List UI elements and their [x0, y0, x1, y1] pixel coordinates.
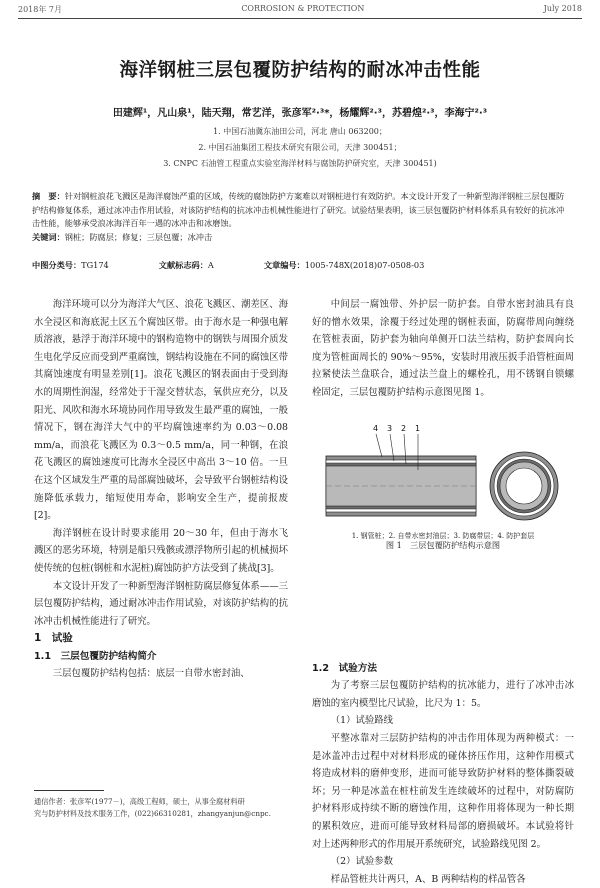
- structure-paragraph-cont: 中间层一腐蚀带、外护层一防护套。自带水密封油具有良好的憎水效果，涂覆于经过处理的钢桩表面，防腐带周向缠绕在管桩表面，防护套为轴向单侧开口法兰结构，防护套周向长度为管桩面周长的 90%～95%，安装时用液压扳手沿管桩面周拉紧使法兰盘联合，通过法兰盘上的螺栓孔，用不锈钢自锁螺栓固定，三层包覆防护结构示意图见图 1。: [312, 299, 574, 398]
- route-paragraph: 平整冰靠对三层防护结构的冲击作用体现为两种模式：一是冰盖冲击过程中对材料形成的碰体挤压作用，这种作用模式将造成材料的磨伸变形，进而可能导致防护材料的整体撕裂破坏；另一种是冰盖在桩柱前发生连续破坏的过程中，对防腐防护材料形成持续不断的磨蚀作用，这种作用将体现为一种长期的累积效应，进而可能导致材料局部的磨损破坏。本试验将针对上述两种形式的作用展开系统研究，试验路线见图 2。: [312, 732, 574, 850]
- header-date: 2018年 7月: [18, 5, 62, 14]
- header-date-en: July 2018: [543, 4, 582, 13]
- affiliation-3: 3. CNPC 石油管工程重点实验室海洋材料与腐蚀防护研究室，天津 300451): [163, 159, 437, 168]
- intro-paragraph-2: 海洋钢桩在设计时要求能用 20～30 年，但由于海水飞溅区的恶劣环境，特别是船只残骸或漂浮物所引起的机械损坏使传统的包桩(钢桩和水泥桩)腐蚀防护方法受到了挑战[3]。: [34, 527, 288, 574]
- section-heading-1: 1 试验: [34, 632, 73, 645]
- footnote-line-2: 究与防护材料及技术服务工作，(022)66310281，zhangyanjun@cnpc.: [34, 809, 271, 818]
- abstract-text: 针对钢桩浪花飞溅区是海洋腐蚀严重的区域，传统的腐蚀防护方案难以对钢桩进行有效防护。本文设计开发了一种新型海洋钢桩三层包覆防护结构修复体系，通过冰冲击作用试验，对该防护结构的抗冰冲击机械性能进行了研究。试验结果表明，该三层包覆防护材料体系具有较好的抗冰冲击性能，能够承受浪冰海洋百年一遇的冰冲击和冰磨蚀。: [32, 191, 565, 229]
- left-column: [34, 296, 288, 683]
- article-number: [264, 260, 424, 271]
- footnote-line-1: 通信作者：张彦军(1977－)，高级工程师，硕士，从事全腐材料研: [34, 797, 245, 806]
- clc-value: TG174: [81, 260, 109, 270]
- keywords-label: 关键词：: [32, 231, 65, 242]
- cross-bore: [506, 468, 542, 504]
- label-4: 4: [373, 424, 379, 433]
- label-3: 3: [387, 424, 393, 433]
- figure-labels: [373, 424, 420, 433]
- abstract-block: [32, 190, 572, 244]
- doc-code: [159, 260, 214, 271]
- abstract: [32, 190, 572, 231]
- art-value: 1005-748X(2018)07-0508-03: [304, 260, 425, 270]
- paper-title: 海洋钢桩三层包覆防护结构的耐冰冲击性能: [119, 60, 481, 81]
- affiliation-2: 2. 中国石油集团工程技术研究有限公司，天津 300451；: [198, 143, 402, 152]
- method-paragraph: 为了考察三层包覆防护结构的抗冰能力，进行了冰冲击冰磨蚀的室内模型比尺试验，比尺为 1：5。: [312, 680, 574, 709]
- author-list: 田建辉¹，凡山泉¹，陆天翔，常艺洋，张彦军²·³*，杨耀辉²·³，苏碧煌²·³，李海宁²·³: [112, 108, 488, 119]
- intro-paragraph-1: 海洋环境可以分为海洋大气区、浪花飞溅区、潮差区、海水全浸区和海底泥土区五个腐蚀区带。由于海水是一种强电解质溶液，悬浮于海洋环境中的钢构造物中的钢铁与周围介质发生电化学反应而受到严重腐蚀，钢结构设施在不同的腐蚀区带其腐蚀速度有明显差别[1]。浪花飞溅区的钢表面由于受到海水的周期性润湿，经常处于干湿交替状态，氧供应充分，以及阳光、风吹和海水环境协同作用导致发生最严重的腐蚀，一般情况下，钢在海洋大气中的平均腐蚀速率约为 0.03～0.08 mm/a，而浪花飞溅区为 0.3～0.5 mm/a，同一种钢，在浪花飞溅区的腐蚀速度可比海水全浸区中高出 3～10 倍。一旦在这个区域发生严重的局部腐蚀破坏，会导致平台钢桩结构设施降低承载力，缩短使用寿命，影响安全生产，提前报废[2]。: [34, 299, 288, 522]
- affiliations: [0, 124, 600, 172]
- keywords-text: 钢桩；防腐层；修复；三层包覆；冰冲击: [64, 231, 213, 242]
- params-heading: （2）试验参数: [330, 856, 394, 868]
- figure-1-diagram: [312, 418, 574, 553]
- footnote-rule: [34, 790, 104, 791]
- running-header: [18, 4, 582, 18]
- right-column: [312, 296, 574, 888]
- clc-label: 中图分类号：: [32, 260, 82, 270]
- params-paragraph: 样品管桩共计两只，A、B 两种结构的样品管各: [330, 873, 526, 885]
- pipe-cross-section: [490, 452, 558, 520]
- pipe-side-view: [326, 456, 476, 516]
- footnote: [34, 796, 288, 820]
- abstract-label: 摘 要：: [32, 191, 65, 201]
- figure-1-caption: 图 1 三层包覆防护结构示意图: [385, 540, 501, 550]
- subsection-heading-1-2: 1.2 试验方法: [312, 662, 377, 674]
- label-1: 1: [415, 424, 421, 433]
- header-journal: CORROSION & PROTECTION: [241, 4, 365, 13]
- classification-line: [32, 260, 572, 271]
- intro-paragraph-3: 本文设计开发了一种新型海洋钢桩防腐层修复体系——三层包覆防护结构，通过耐冰冲击作用试验，对该防护结构的抗冰冲击机械性能进行了研究。: [34, 580, 288, 627]
- route-heading: （1）试验路线: [330, 715, 394, 727]
- header-rule: [18, 18, 582, 19]
- affiliation-1: 1. 中国石油冀东油田公司，河北 唐山 063200；: [213, 127, 387, 136]
- figure-legend: 1. 钢管桩；2. 自带水密封油层；3. 防腐带层；4. 防护套层: [351, 532, 535, 540]
- structure-paragraph: 三层包覆防护结构包括：底层一自带水密封油、: [52, 668, 250, 680]
- subsection-heading-1-1: 1.1 三层包覆防护结构简介: [34, 650, 157, 662]
- keywords: [32, 231, 572, 245]
- doc-label: 文献标志码：: [158, 260, 208, 270]
- clc-number: [32, 260, 109, 271]
- label-2: 2: [401, 424, 407, 433]
- art-label: 文章编号：: [263, 260, 305, 270]
- doc-value: A: [207, 260, 214, 270]
